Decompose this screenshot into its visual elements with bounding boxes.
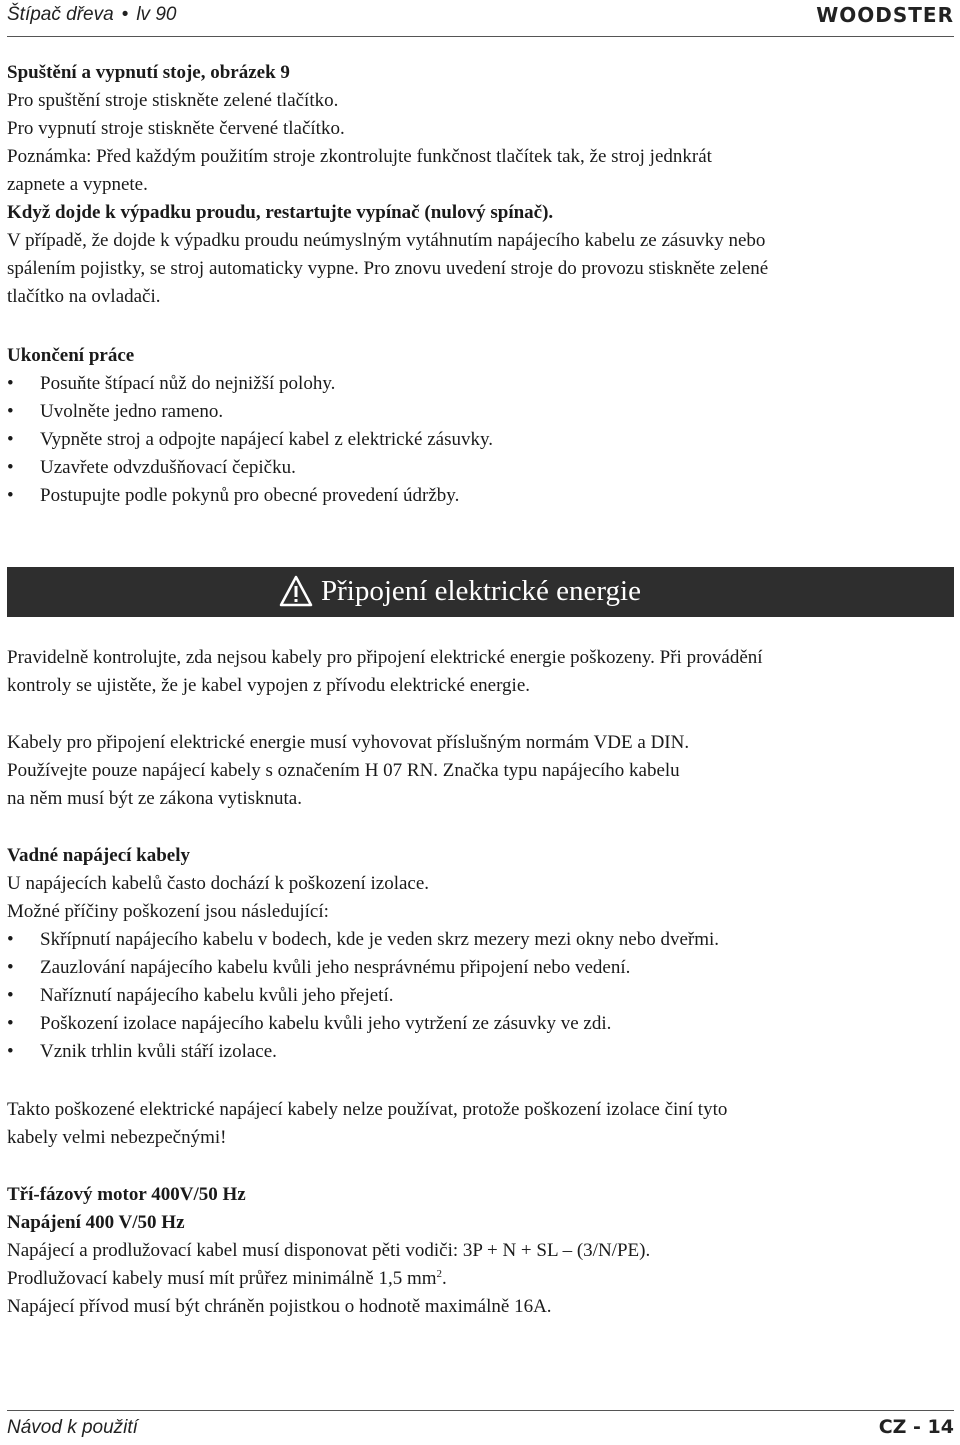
paragraph-line: Poznámka: Před každým použitím stroje zkontrolujte funkčnost tlačítek tak, že stroj jednkrát <box>7 146 712 167</box>
warning-triangle-icon <box>279 575 313 607</box>
paragraph-line: kontroly se ujistěte, že je kabel vypojen z přívodu elektrické energie. <box>7 675 531 696</box>
page-number: CZ - 14 <box>878 1416 954 1438</box>
section-heading-motor: Tří-fázový motor 400V/50 Hz <box>7 1184 246 1205</box>
bullet: • <box>7 1041 14 1062</box>
list-item <box>7 370 335 398</box>
bullet: • <box>7 957 14 978</box>
list-item-text: Postupujte podle pokynů pro obecné provedení údržby. <box>40 485 460 506</box>
bullet: • <box>7 429 14 450</box>
paragraph-line: Pro spuštění stroje stiskněte zelené tlačítko. <box>7 90 339 111</box>
paragraph-line: Pravidelně kontrolujte, zda nejsou kabely pro připojení elektrické energie poškozeny. Při provádění <box>7 647 763 668</box>
bullet: • <box>7 457 14 478</box>
paragraph-line: Kabely pro připojení elektrické energie musí vyhovovat příslušným normám VDE a DIN. <box>7 732 690 753</box>
list-item-text: Vypněte stroj a odpojte napájecí kabel z elektrické zásuvky. <box>40 429 494 450</box>
bullet: • <box>7 373 14 394</box>
sentence-end: . <box>442 1268 447 1289</box>
paragraph-line: Napájecí a prodlužovací kabel musí disponovat pěti vodiči: 3P + N + SL – (3/N/PE). <box>7 1240 651 1261</box>
bullet: • <box>7 985 14 1006</box>
paragraph-line: spálením pojistky, se stroj automaticky vypne. Pro znovu uvedení stroje do provozu stiskněte zelené <box>7 258 769 279</box>
list-item <box>7 926 719 954</box>
product-name: Štípač dřeva <box>7 4 114 25</box>
paragraph-line: U napájecích kabelů často dochází k poškození izolace. <box>7 873 430 894</box>
paragraph-line: Možné příčiny poškození jsou následující: <box>7 901 329 922</box>
bullet: • <box>7 401 14 422</box>
product-model: lv 90 <box>136 4 177 25</box>
paragraph-line: Používejte pouze napájecí kabely s označením H 07 RN. Značka typu napájecího kabelu <box>7 760 680 781</box>
paragraph-line: Napájecí přívod musí být chráněn pojistkou o hodnotě maximálně 16A. <box>7 1296 552 1317</box>
list-item <box>7 398 223 426</box>
list-item <box>7 454 296 482</box>
superscript: 2 <box>436 1268 443 1280</box>
paragraph-line: kabely velmi nebezpečnými! <box>7 1127 227 1148</box>
section-banner <box>7 567 954 617</box>
list-item-text: Poškození izolace napájecího kabelu kvůli jeho vytržení ze zásuvky ve zdi. <box>40 1013 612 1034</box>
list-item-text: Uzavřete odvzdušňovací čepičku. <box>40 457 296 478</box>
list-item-text: Uvolněte jedno rameno. <box>40 401 224 422</box>
paragraph-line: Takto poškozené elektrické napájecí kabely nelze používat, protože poškození izolace činí tyto <box>7 1099 728 1120</box>
list-item <box>7 982 394 1010</box>
page-footer <box>7 1410 954 1445</box>
paragraph-line: tlačítko na ovladači. <box>7 286 161 307</box>
list-item <box>7 482 459 510</box>
banner-content <box>279 573 641 609</box>
list-item-text: Posuňte štípací nůž do nejnižší polohy. <box>40 373 336 394</box>
bullet: • <box>7 485 14 506</box>
list-item <box>7 954 630 982</box>
section-heading-end-work: Ukončení práce <box>7 345 135 366</box>
paragraph-line: Pro vypnutí stroje stiskněte červené tlačítko. <box>7 118 345 139</box>
list-item-text: Naříznutí napájecího kabelu kvůli jeho přejetí. <box>40 985 394 1006</box>
cross-section-text: Prodlužovací kabely musí mít průřez minimálně 1,5 mm <box>7 1268 437 1289</box>
paragraph-line: na něm musí být ze zákona vytisknuta. <box>7 788 302 809</box>
list-item <box>7 1010 611 1038</box>
list-item-text: Skřípnutí napájecího kabelu v bodech, kde je veden skrz mezery mezi okny nebo dveřmi. <box>40 929 720 950</box>
list-item-text: Vznik trhlin kvůli stáří izolace. <box>40 1041 277 1062</box>
banner-title: Připojení elektrické energie <box>321 575 641 607</box>
list-item-text: Zauzlování napájecího kabelu kvůli jeho nesprávnému připojení nebo vedení. <box>40 957 631 978</box>
section-heading-faulty-cables: Vadné napájecí kabely <box>7 845 190 866</box>
bullet: • <box>7 929 14 950</box>
paragraph-line <box>7 1265 447 1293</box>
document-title <box>7 4 176 26</box>
brand-logo: WOODSTER <box>816 3 954 27</box>
header-separator: • <box>121 4 129 25</box>
bullet: • <box>7 1013 14 1034</box>
list-item <box>7 1038 277 1066</box>
paragraph-line: zapnete a vypnete. <box>7 174 148 195</box>
list-item <box>7 426 493 454</box>
paragraph-line: V případě, že dojde k výpadku proudu neúmyslným vytáhnutím napájecího kabelu ze zásuvky nebo <box>7 230 766 251</box>
bold-note: Když dojde k výpadku proudu, restartujte vypínač (nulový spínač). <box>7 202 554 223</box>
footer-manual-label: Návod k použití <box>7 1417 138 1438</box>
section-heading-start-stop: Spuštění a vypnutí stoje, obrázek 9 <box>7 62 290 83</box>
section-heading-supply: Napájení 400 V/50 Hz <box>7 1212 185 1233</box>
page-header <box>7 0 954 37</box>
